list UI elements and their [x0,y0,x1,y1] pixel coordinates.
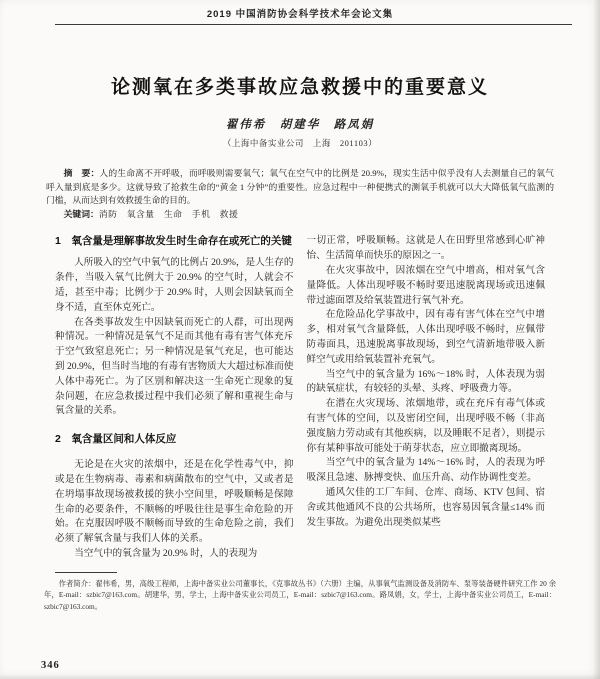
paragraph: 在危险品化学事故中，因有毒有害气体在空气中增多，相对氧气含量降低，人体出现呼吸不畅时，应佩带防毒面具，迅速脱离事故现场，到空气清新地带吸入新鲜空气或用给氧装置补充氧气。 [306,309,545,365]
paragraph: 在火灾事故中，因浓烟在空气中增高，相对氧气含量降低。人体出现呼吸不畅时要迅速脱离现场或迅速佩带过滤面罩及给氧装置进行氧气补充。 [306,264,545,306]
keywords-label: 关键词： [63,208,99,219]
affiliation-line: （上海中备实业公司 上海 201103） [222,138,378,148]
section-heading-2: 2 氧含量区间和人体反应 [55,433,177,446]
keywords-line [46,208,554,222]
paragraph: 当空气中的氧含量为 20.9% 时，人的表现为 [74,547,258,559]
paragraph: 当空气中的氧含量为 14%～16% 时，人的表现为呼吸深且急速、脉搏变快、血压升高、动作协调性变差。 [306,457,545,484]
scan-edge-artifact [593,0,600,679]
column-left [55,234,294,561]
paragraph: 当空气中的氧含量为 16%～18% 时，人体表现为弱的缺氧症状，有较轻的头晕、头疼、呼吸费力等。 [306,368,545,395]
author-bio-footnote [44,578,556,613]
paragraph: 人所吸入的空气中氧气的比例占 20.9%，是人生存的条件，当吸入氧气比例大于 20.9% 的空气时，人就会不适，甚至中毒；比例少于 20.9% 时，人则会因缺氧而全身不适，直至休克死亡。 [55,257,294,313]
header-rule [55,24,572,25]
footnote-text: 作者简介：翟伟希，男，高级工程师，上海中备实业公司董事长，《克事故丛书》（六册）主编，从事氧气监测设备及消防车、泵等装备硬件研究工作 20 余年，E-mail：szbic7@163.com。胡建华，男，学士，上海中备实业公司员工，E-mail：szbic7@163.com。路凤娟，女，学士，上海中备实业公司员工，E-mail：szbic7@163.com。 [44,578,556,611]
paragraph: 在各类事故发生中因缺氧而死亡的人群，可出现两种情况。一种情况是氧气不足而其他有毒有害气体充斥于空气致窒息死亡；另一种情况是氧气充足，也可能达到 20.9%，但当时当地的有毒有害物质大大超过标准而使人体中毒死亡。为了区别和解决这一生命死亡现象的复杂问题，在应急救援过程中我们必须了解和重视生命与氧含量的关系。 [55,316,294,417]
abstract-paragraph [46,167,554,208]
keywords-text: 消防 氧含量 生命 手机 救援 [98,208,239,219]
paragraph: 通风欠佳的工厂车间、仓库、商场、KTV 包间、宿舍或其他通风不良的公共场所，也容易因氧含量≤14% 而发生事故。为避免出现类似某些 [306,486,545,528]
footnote-separator [55,572,117,573]
page-number: 346 [41,660,60,671]
paper-title: 论测氧在多类事故应急救援中的重要意义 [110,77,489,98]
proceedings-header: 2019 中国消防协会科学技术年会论文集 [206,9,394,20]
abstract-text: 人的生命离不开呼吸，而呼吸则需要氧气；氧气在空气中的比例是 20.9%，现实生活中似乎没有人去测量自己的氧气呼入量到底是多少。这就导致了抢救生命的“黄金 1 分钟”的重要性。应急过程中一种便携式的测氧手机就可以大大降低氧气监测的门槛，从而达到有效救援生命的目的。 [46,168,554,206]
abstract-label: 摘 要： [63,168,100,178]
paragraph-continued: 一切正常，呼吸顺畅。这就是人在田野里常感到心旷神怡、生活简单而快乐的原因之一。 [306,235,545,262]
paragraph: 无论是在火灾的浓烟中，还是在化学性毒气中，抑或是在生物病毒、毒素和病菌散布的空气中，又或者是在坍塌事故现场被救援的狭小空间里，呼吸顺畅是保障生命的必要条件，不顺畅的呼吸往往是事生命危险的开始。在克服因呼吸不顺畅而导致的生命危险之前，我们必须了解氧含量与我们人体的关系。 [55,459,294,545]
body-columns [55,234,545,561]
scan-edge-artifact [0,674,600,679]
section-heading-1: 1 氧含量是理解事故发生时生命存在或死亡的关键 [55,235,292,248]
abstract-block [46,167,554,221]
authors-line: 翟伟希 胡建华 路凤娟 [225,119,375,131]
paragraph: 在潜在火灾现场、浓烟地带，或在充斥有毒气体或有害气体的空间，以及密闭空间，出现呼吸不畅（非高强度脑力劳动或有其他疾病，以及睡眠不足者），则提示你有某种事故可能处于萌芽状态，应立即撤离现场。 [306,398,545,454]
column-right [307,234,546,561]
